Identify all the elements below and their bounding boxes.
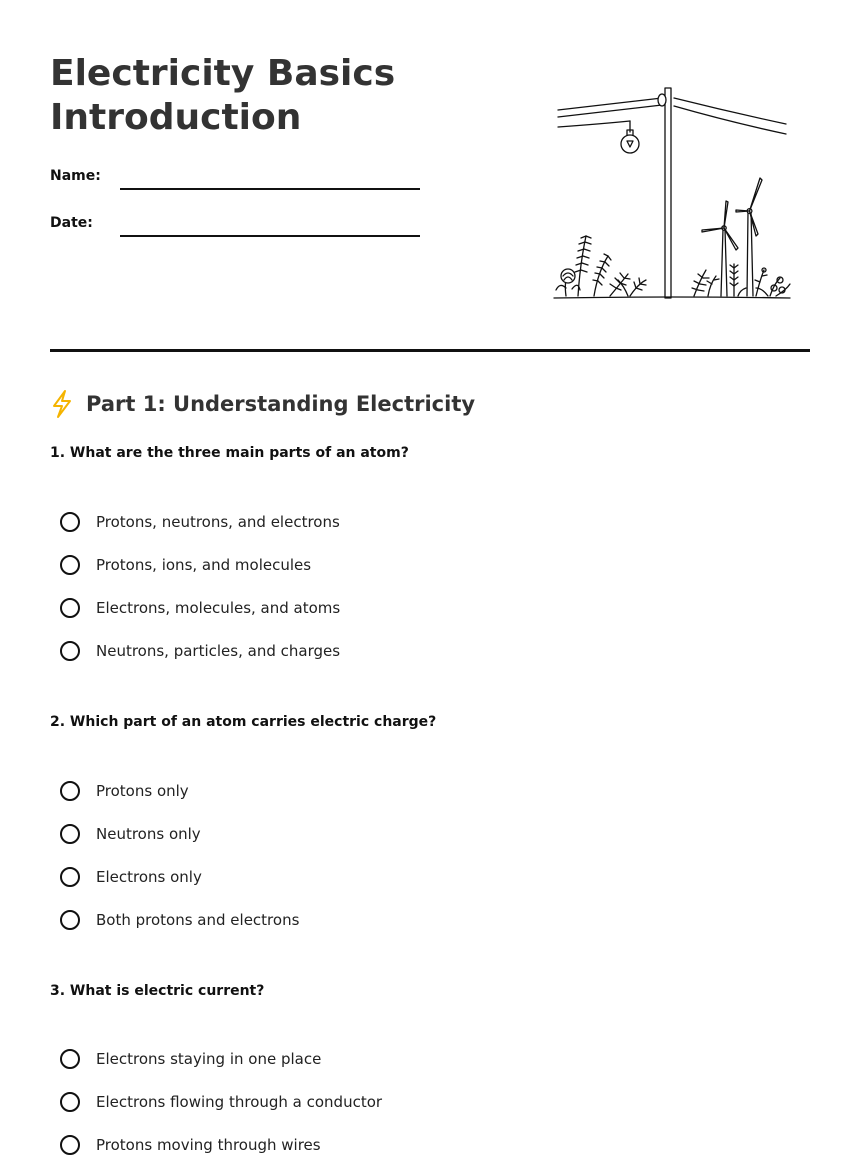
q2-option-1[interactable] xyxy=(60,778,189,804)
q1-option-4[interactable] xyxy=(60,638,340,664)
section-divider xyxy=(50,349,810,352)
name-line[interactable] xyxy=(120,188,420,190)
option-label: Neutrons only xyxy=(96,825,201,843)
date-line[interactable] xyxy=(120,235,420,237)
worksheet-title xyxy=(50,52,510,140)
radio-circle-icon[interactable] xyxy=(60,781,80,801)
title-line-2: Introduction xyxy=(50,97,302,138)
radio-circle-icon[interactable] xyxy=(60,1092,80,1112)
radio-circle-icon[interactable] xyxy=(60,867,80,887)
option-label: Both protons and electrons xyxy=(96,911,300,929)
radio-circle-icon[interactable] xyxy=(60,598,80,618)
question-1: 1. What are the three main parts of an atom? xyxy=(50,445,409,461)
q1-option-2[interactable] xyxy=(60,552,311,578)
q3-option-1[interactable] xyxy=(60,1046,321,1072)
q3-option-2[interactable] xyxy=(60,1089,382,1115)
name-field-row xyxy=(50,160,430,190)
radio-circle-icon[interactable] xyxy=(60,910,80,930)
radio-circle-icon[interactable] xyxy=(60,1135,80,1155)
radio-circle-icon[interactable] xyxy=(60,1049,80,1069)
question-2: 2. Which part of an atom carries electric charge? xyxy=(50,714,437,730)
lightning-bolt-icon xyxy=(50,389,74,419)
q3-option-3[interactable] xyxy=(60,1132,321,1158)
option-label: Protons, neutrons, and electrons xyxy=(96,513,340,531)
date-field-row xyxy=(50,207,430,237)
section-heading xyxy=(50,388,475,420)
q2-option-2[interactable] xyxy=(60,821,201,847)
radio-circle-icon[interactable] xyxy=(60,512,80,532)
option-label: Protons only xyxy=(96,782,189,800)
worksheet-header xyxy=(50,50,810,310)
name-label: Name: xyxy=(50,168,101,184)
option-label: Electrons staying in one place xyxy=(96,1050,322,1068)
section-heading-text: Part 1: Understanding Electricity xyxy=(86,392,476,416)
q1-option-3[interactable] xyxy=(60,595,340,621)
radio-circle-icon[interactable] xyxy=(60,555,80,575)
question-3: 3. What is electric current? xyxy=(50,983,265,999)
option-label: Electrons only xyxy=(96,868,202,886)
q1-option-1[interactable] xyxy=(60,509,340,535)
option-label: Protons moving through wires xyxy=(96,1136,321,1154)
title-line-1: Electricity Basics xyxy=(50,53,396,94)
radio-circle-icon[interactable] xyxy=(60,641,80,661)
option-label: Protons, ions, and molecules xyxy=(96,556,312,574)
q2-option-3[interactable] xyxy=(60,864,202,890)
power-pole-illustration xyxy=(550,84,795,306)
date-label: Date: xyxy=(50,215,93,231)
q2-option-4[interactable] xyxy=(60,907,299,933)
option-label: Electrons flowing through a conductor xyxy=(96,1093,383,1111)
option-label: Neutrons, particles, and charges xyxy=(96,642,341,660)
option-label: Electrons, molecules, and atoms xyxy=(96,599,341,617)
radio-circle-icon[interactable] xyxy=(60,824,80,844)
